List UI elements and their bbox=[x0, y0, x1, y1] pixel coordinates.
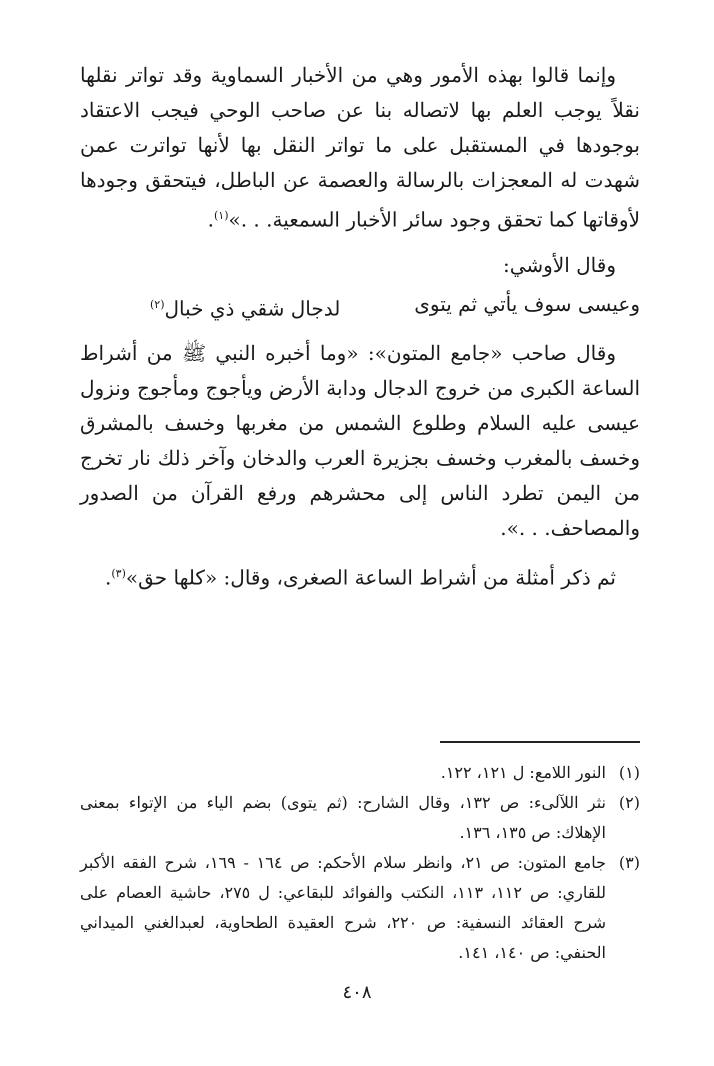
footnote-ref-1: (١) bbox=[213, 209, 229, 222]
paragraph-3: وقال صاحب «جامع المتون»: «وما أخبره النبي ﷺ من أشراط الساعة الكبرى من خروج الدجال ودابة الأرض ويأجوج ومأجوج ونزول عيسى عليه السلام وطلوع الشمس من مغربها وخسف بالمشرق وخسف بالمغرب وخسف بجزيرة العرب والدخان وآخر ذلك نار تخرج من اليمن تطرد الناس إلى محشرهم ورفع القرآن من الصدور والمصاحف. . .». bbox=[80, 341, 640, 541]
main-text bbox=[80, 58, 640, 606]
footnote-text: جامع المتون: ص ٢١، وانظر سلام الأحكم: ص ١٦٤ - ١٦٩، شرح الفقه الأكبر للقاري: ص ١١٢، ١١٣، النكتب والفوائد للبقاعي: ل ٢٧٥، حاشية العصام على شرح العقائد النسفية: ص ٢٢٠، شرح العقيدة الطحاوية، لعبدالغني الميداني الحنفي: ص ١٤٠، ١٤١. bbox=[80, 853, 607, 962]
footnote-2 bbox=[80, 788, 640, 848]
paragraph-1-text: وإنما قالوا بهذه الأمور وهي من الأخبار السماوية وقد تواتر نقلها نقلاً يوجب العلم بها لاتصاله بنا عن صاحب الوحي فيجب الاعتقاد بوجودها في المستقبل على ما تواتر النقل بها لأنها تواترت عمن شهدت له المعجزات بالرسالة والعصمة عن الباطل، فيتحقق وجودها لأوقاتها كما تحقق وجود سائر الأخبار السمعية. . .» bbox=[80, 63, 640, 232]
footnote-3 bbox=[80, 848, 640, 968]
footnote-ref-3: (٣) bbox=[111, 567, 126, 581]
footnotes bbox=[80, 758, 640, 968]
footnote-separator bbox=[440, 741, 640, 743]
footnote-1 bbox=[80, 758, 640, 788]
footnote-text: النور اللامع: ل ١٢١، ١٢٢. bbox=[440, 763, 606, 782]
verse-line bbox=[80, 287, 640, 327]
verse-second-text: لدجال شقي ذي خبال bbox=[164, 296, 341, 321]
page-number: ٤٠٨ bbox=[342, 982, 372, 1003]
footnote-number: (٢) bbox=[618, 793, 640, 812]
footnote-ref-2: (٢) bbox=[150, 297, 165, 311]
verse-first-hemistich: وعيسى سوف يأتي ثم يتوى bbox=[414, 291, 640, 316]
footnote-number: (١) bbox=[618, 763, 640, 782]
paragraph-4 bbox=[80, 556, 640, 596]
paragraph-4-end: . bbox=[104, 565, 112, 590]
paragraph-2: وقال الأوشي: bbox=[503, 252, 616, 277]
footnote-text: نثر اللآلىء: ص ١٣٢، وقال الشارح: (ثم يتوى) بضم الياء من الإتواء بمعنى الإهلاك: ص ١٣٥، ١٣٦. bbox=[80, 793, 607, 842]
paragraph-1 bbox=[80, 58, 640, 238]
verse-second-hemistich bbox=[150, 287, 340, 327]
footnote-number: (٣) bbox=[618, 853, 640, 872]
paragraph-4-text: ثم ذكر أمثلة من أشراط الساعة الصغرى، وقال: «كلها حق» bbox=[125, 565, 616, 590]
paragraph-1-end: . bbox=[207, 207, 214, 232]
